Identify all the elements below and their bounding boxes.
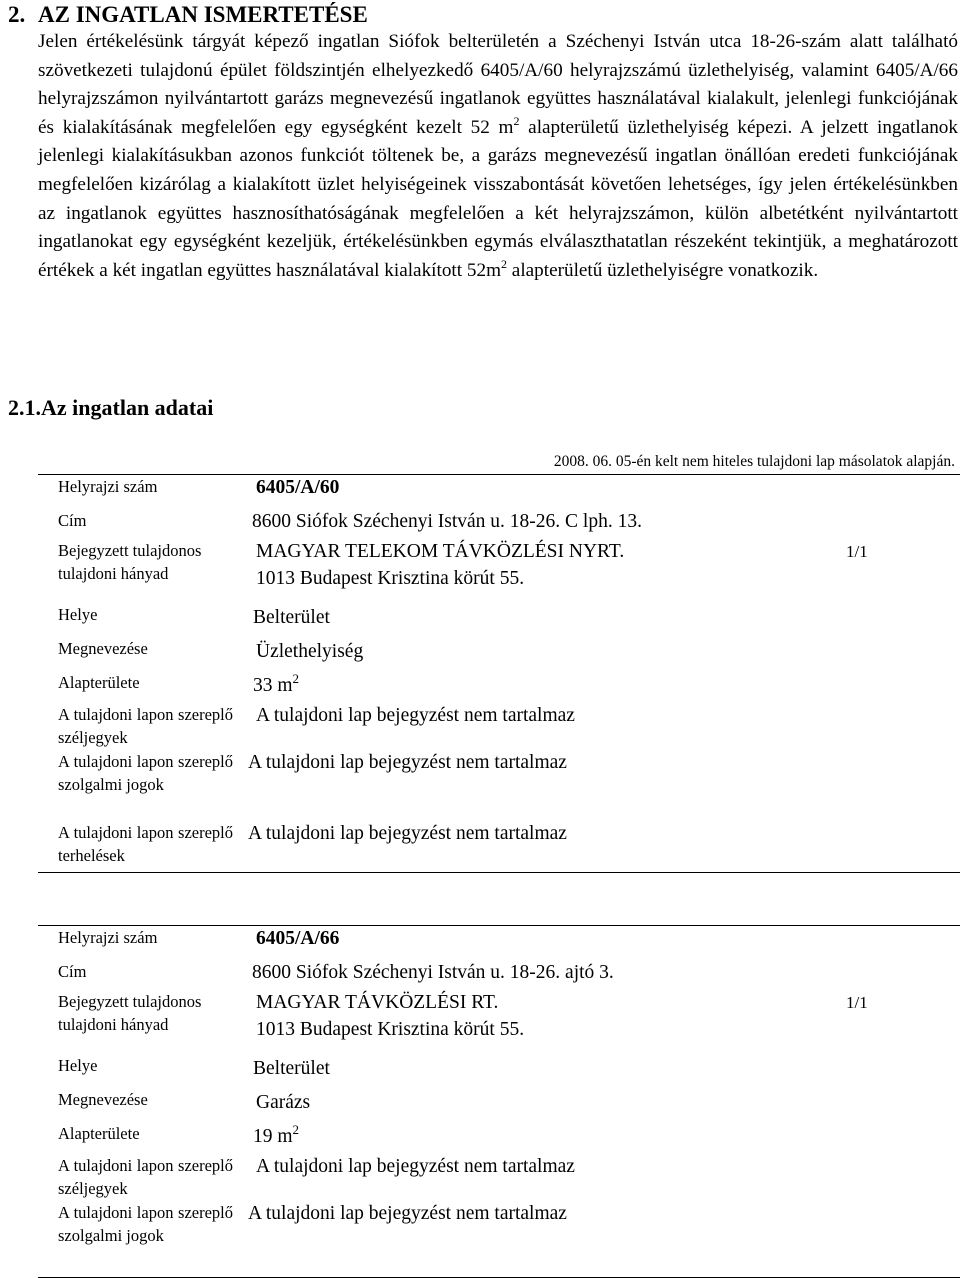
owner-address: 1013 Budapest Krisztina körút 55. (256, 1019, 525, 1040)
hrsz-value: 6405/A/60 (256, 477, 340, 498)
intro-superscript-2: 2 (501, 256, 507, 271)
margin-label: A tulajdoni lapon szereplő széljegyek (58, 705, 233, 747)
section-heading (8, 2, 368, 28)
owner-share: 1/1 (846, 542, 868, 561)
encumbrance-value: A tulajdoni lap bejegyzést nem tartalmaz (248, 823, 567, 844)
easement-label: A tulajdoni lapon szereplő szolgalmi jogok (58, 752, 233, 794)
easement-value: A tulajdoni lap bejegyzést nem tartalmaz (248, 752, 567, 773)
area-label: Alapterülete (58, 1124, 140, 1143)
margin-value: A tulajdoni lap bejegyzést nem tartalmaz (256, 1156, 575, 1177)
intro-paragraph (38, 28, 958, 285)
designation-label: Megnevezése (58, 1090, 148, 1109)
easement-value: A tulajdoni lap bejegyzést nem tartalmaz (248, 1203, 567, 1224)
margin-value: A tulajdoni lap bejegyzést nem tartalmaz (256, 705, 575, 726)
intro-text-part2: alapterületű üzlethelyiség képezi. A jelzett ingatlanok jelenlegi kialakításukban azonos funkciót töltenek be, a garázs megnevezésű ingatlan önállóan eredeti funkciójának megfelelően kizárólag a kialakított üzlet helyiségeinek visszabontását követően lehetséges, így jelen értékelésünkben az ingatlanok együttes hasznosíthatóságának megfelelően a két helyrajzszámon, külön albetétként nyilvántartott ingatlanokat egy egységként kezeljük, értékelésünkben egymás elválaszthatatlan részeként tekintjük, a meghatározott értékek a két ingatlan együttes használatával kialakított 52m (38, 116, 958, 281)
area-value (253, 673, 299, 698)
location-value: Belterület (253, 607, 330, 628)
area-number: 19 m (253, 1126, 293, 1147)
section-title: AZ INGATLAN ISMERTETÉSE (38, 2, 368, 27)
hrsz-label: Helyrajzi szám (58, 928, 158, 947)
hrsz-value: 6405/A/66 (256, 928, 340, 949)
property-table-2 (38, 925, 960, 1278)
easement-label: A tulajdoni lapon szereplő szolgalmi jogok (58, 1203, 233, 1245)
subsection-heading: 2.1.Az ingatlan adatai (8, 395, 214, 420)
source-note: 2008. 06. 05-én kelt nem hiteles tulajdoni lap másolatok alapján. (553, 453, 955, 470)
designation-value: Garázs (256, 1092, 311, 1113)
owner-label: Bejegyzett tulajdonos tulajdoni hányad (58, 992, 202, 1034)
intro-text-part1: Jelen értékelésünk tárgyát képező ingatlan Siófok belterületén a Széchenyi István utca 18-26-szám alatt található szövetkezeti tulajdonú épület földszintjén elhelyezkedő 6405/A/60 helyrajzszámú üzlethelyiség, valamint 6405/A/66 helyrajzszámon nyilvántartott garázs megnevezésű ingatlanok együttes használatával kialakult, jelenlegi funkciójának és kialakításának megfelelően egy egységként kezelt 52 m (38, 31, 958, 138)
address-value: 8600 Siófok Széchenyi István u. 18-26. ajtó 3. (252, 962, 614, 983)
owner-share: 1/1 (846, 993, 868, 1012)
owner-name: MAGYAR TÁVKÖZLÉSI RT. (256, 992, 499, 1013)
owner-name: MAGYAR TELEKOM TÁVKÖZLÉSI NYRT. (256, 541, 625, 562)
hrsz-label: Helyrajzi szám (58, 477, 158, 496)
designation-value: Üzlethelyiség (256, 641, 364, 662)
area-number: 33 m (253, 675, 293, 696)
location-label: Helye (58, 605, 98, 624)
intro-text-part3: alapterületű üzlethelyiségre vonatkozik. (507, 259, 819, 281)
margin-label: A tulajdoni lapon szereplő széljegyek (58, 1156, 233, 1198)
location-value: Belterület (253, 1058, 330, 1079)
area-value (253, 1124, 299, 1149)
owner-label: Bejegyzett tulajdonos tulajdoni hányad (58, 541, 202, 583)
area-superscript: 2 (292, 1122, 300, 1137)
designation-label: Megnevezése (58, 639, 148, 658)
section-number: 2. (8, 2, 26, 27)
area-superscript: 2 (292, 671, 300, 686)
intro-superscript-1: 2 (513, 113, 520, 128)
owner-address: 1013 Budapest Krisztina körút 55. (256, 568, 525, 589)
address-label: Cím (58, 962, 87, 981)
area-label: Alapterülete (58, 673, 140, 692)
location-label: Helye (58, 1056, 98, 1075)
address-label: Cím (58, 511, 87, 530)
property-table-1 (38, 474, 960, 873)
encumbrance-label: A tulajdoni lapon szereplő terhelések (58, 823, 233, 865)
address-value: 8600 Siófok Széchenyi István u. 18-26. C lph. 13. (252, 511, 642, 532)
